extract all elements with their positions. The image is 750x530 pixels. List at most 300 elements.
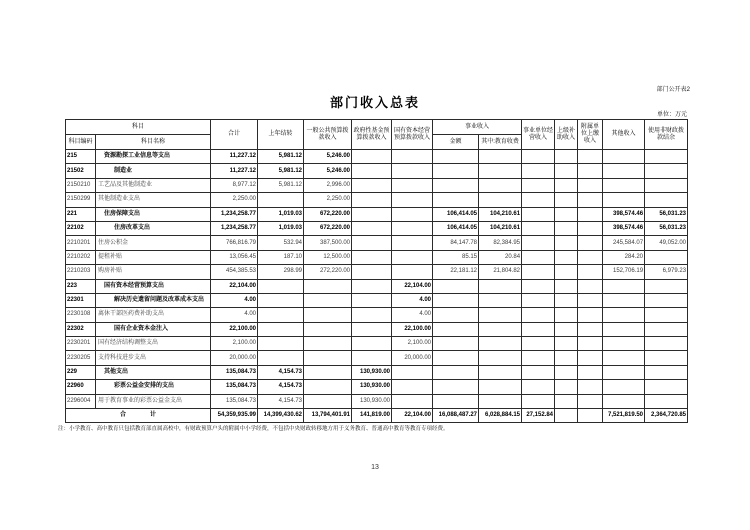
total-row-label: 合 计 <box>66 409 211 423</box>
cell-value <box>645 337 688 351</box>
cell-code: 2230205 <box>66 351 96 365</box>
cell-value <box>392 207 433 221</box>
cell-value: 5,981.12 <box>258 150 304 164</box>
cell-value: 22,104.00 <box>392 279 433 293</box>
table-row <box>66 394 688 408</box>
cell-value: 187.10 <box>258 250 304 264</box>
cell-value: 135,084.73 <box>211 380 258 394</box>
cell-value <box>603 164 645 178</box>
cell-value <box>352 308 392 322</box>
cell-code: 215 <box>66 150 96 164</box>
cell-value <box>479 380 522 394</box>
cell-value <box>578 221 603 235</box>
cell-value <box>645 150 688 164</box>
cell-value <box>352 265 392 279</box>
cell-value <box>304 293 352 307</box>
cell-name: 提租补贴 <box>96 250 211 264</box>
cell-value <box>603 293 645 307</box>
cell-value <box>352 221 392 235</box>
cell-name: 用于教育事业的彩票公益金支出 <box>96 394 211 408</box>
cell-value <box>258 322 304 336</box>
cell-value <box>479 308 522 322</box>
cell-name: 住房保障支出 <box>96 207 211 221</box>
cell-value <box>392 193 433 207</box>
cell-value <box>352 150 392 164</box>
cell-value <box>555 265 578 279</box>
cell-value: 454,385.53 <box>211 265 258 279</box>
table-row <box>66 380 688 394</box>
header-business-operating: 事业单位经营收入 <box>522 120 555 150</box>
cell-value <box>555 293 578 307</box>
header-general-public: 一般公共预算拨款收入 <box>304 120 352 150</box>
cell-value <box>479 365 522 379</box>
cell-value: 672,220.00 <box>304 221 352 235</box>
cell-value: 84,147.78 <box>433 236 479 250</box>
cell-value <box>522 193 555 207</box>
cell-value <box>555 365 578 379</box>
cell-code: 2230201 <box>66 337 96 351</box>
cell-value: 49,052.00 <box>645 236 688 250</box>
cell-value <box>645 322 688 336</box>
cell-name: 国有资本经营预算支出 <box>96 279 211 293</box>
cell-value: 766,816.79 <box>211 236 258 250</box>
header-carryover: 上年结转 <box>258 120 304 150</box>
cell-value <box>522 380 555 394</box>
cell-value <box>479 279 522 293</box>
cell-value <box>522 365 555 379</box>
cell-name: 工艺品及其他制造业 <box>96 178 211 192</box>
cell-value <box>479 394 522 408</box>
cell-value: 141,819.00 <box>352 409 392 423</box>
cell-value <box>578 178 603 192</box>
cell-value: 7,521,819.50 <box>603 409 645 423</box>
cell-value <box>433 308 479 322</box>
cell-value: 1,019.03 <box>258 221 304 235</box>
cell-value <box>479 351 522 365</box>
cell-value <box>392 394 433 408</box>
cell-value <box>578 265 603 279</box>
cell-value <box>433 193 479 207</box>
cell-value <box>433 279 479 293</box>
page-title: 部门收入总表 <box>329 95 420 110</box>
cell-value <box>479 193 522 207</box>
cell-value: 1,019.03 <box>258 207 304 221</box>
header-operating-amount: 金额 <box>433 135 479 150</box>
cell-value <box>578 409 603 423</box>
cell-value <box>522 150 555 164</box>
table-row <box>66 365 688 379</box>
cell-name: 其他制造业支出 <box>96 193 211 207</box>
cell-value <box>645 293 688 307</box>
cell-value <box>522 250 555 264</box>
cell-value <box>392 164 433 178</box>
cell-value <box>645 351 688 365</box>
cell-value <box>603 193 645 207</box>
cell-value <box>645 365 688 379</box>
table-row <box>66 322 688 336</box>
cell-value: 5,246.00 <box>304 164 352 178</box>
table-row <box>66 150 688 164</box>
cell-value: 22,100.00 <box>392 322 433 336</box>
cell-value: 13,794,401.91 <box>304 409 352 423</box>
table-row <box>66 351 688 365</box>
cell-value: 272,220.00 <box>304 265 352 279</box>
header-non-fiscal-balance: 使用非财政拨款结余 <box>645 120 688 150</box>
cell-value <box>555 394 578 408</box>
table-row <box>66 207 688 221</box>
cell-value <box>433 365 479 379</box>
table-row <box>66 308 688 322</box>
cell-value <box>522 293 555 307</box>
cell-value <box>392 150 433 164</box>
footnote: 注：小学教育、高中教育只包括教育部直属高校中，有财政预算户头的附属中小学经费，不包括中央财政转移地方用于义务教育、普通高中教育等教育专项经费。 <box>58 426 449 432</box>
cell-code: 229 <box>66 365 96 379</box>
cell-value <box>645 279 688 293</box>
cell-value <box>258 308 304 322</box>
cell-value: 5,981.12 <box>258 178 304 192</box>
cell-value <box>392 236 433 250</box>
table-row <box>66 293 688 307</box>
cell-value <box>352 236 392 250</box>
cell-value <box>603 178 645 192</box>
cell-value <box>578 193 603 207</box>
cell-value <box>433 322 479 336</box>
cell-value: 22,100.00 <box>211 322 258 336</box>
cell-value: 27,152.84 <box>522 409 555 423</box>
cell-name: 离休干部医药费补助支出 <box>96 308 211 322</box>
header-operating-income: 事业收入 <box>433 120 522 135</box>
cell-value <box>433 293 479 307</box>
cell-value <box>555 250 578 264</box>
table-row <box>66 178 688 192</box>
cell-value <box>603 380 645 394</box>
cell-value <box>392 178 433 192</box>
cell-value: 4.00 <box>211 308 258 322</box>
cell-value <box>352 207 392 221</box>
cell-value <box>392 365 433 379</box>
cell-value <box>578 164 603 178</box>
cell-code: 2210203 <box>66 265 96 279</box>
cell-value <box>433 337 479 351</box>
cell-value <box>578 380 603 394</box>
cell-value: 1,234,258.77 <box>211 207 258 221</box>
cell-value <box>603 337 645 351</box>
cell-code: 22301 <box>66 293 96 307</box>
cell-value: 398,574.46 <box>603 207 645 221</box>
cell-value: 82,384.95 <box>479 236 522 250</box>
cell-value <box>578 236 603 250</box>
cell-value <box>522 351 555 365</box>
cell-name: 解决历史遗留问题及改革成本支出 <box>96 293 211 307</box>
cell-value <box>578 322 603 336</box>
cell-value <box>555 279 578 293</box>
cell-value <box>479 293 522 307</box>
cell-value: 21,804.82 <box>479 265 522 279</box>
cell-value: 135,084.73 <box>211 365 258 379</box>
cell-value: 106,414.05 <box>433 221 479 235</box>
cell-value: 2,100.00 <box>392 337 433 351</box>
cell-value <box>522 236 555 250</box>
table-row <box>66 164 688 178</box>
cell-value <box>304 394 352 408</box>
cell-value: 20.84 <box>479 250 522 264</box>
cell-value <box>603 351 645 365</box>
cell-value <box>578 250 603 264</box>
cell-value <box>392 250 433 264</box>
cell-value: 2,100.00 <box>211 337 258 351</box>
cell-value <box>603 150 645 164</box>
cell-code: 2210202 <box>66 250 96 264</box>
cell-value: 56,031.23 <box>645 207 688 221</box>
cell-value <box>352 250 392 264</box>
header-superior-subsidy: 上级补助收入 <box>555 120 578 150</box>
cell-value <box>645 394 688 408</box>
cell-value: 387,500.00 <box>304 236 352 250</box>
cell-value <box>555 351 578 365</box>
cell-value <box>555 337 578 351</box>
cell-value <box>578 207 603 221</box>
cell-value <box>578 394 603 408</box>
cell-value <box>522 164 555 178</box>
cell-value <box>645 308 688 322</box>
cell-value <box>304 380 352 394</box>
cell-value <box>433 394 479 408</box>
cell-value <box>258 337 304 351</box>
cell-value <box>555 178 578 192</box>
cell-value: 5,981.12 <box>258 164 304 178</box>
header-affiliated-remit: 附属单位上缴收入 <box>578 120 603 150</box>
table-row <box>66 337 688 351</box>
cell-name: 其他支出 <box>96 365 211 379</box>
cell-value <box>479 178 522 192</box>
cell-value: 4.00 <box>211 293 258 307</box>
cell-name: 购房补贴 <box>96 265 211 279</box>
table-row <box>66 236 688 250</box>
cell-value <box>352 293 392 307</box>
cell-value <box>645 178 688 192</box>
cell-value: 106,414.05 <box>433 207 479 221</box>
cell-value: 104,210.61 <box>479 221 522 235</box>
cell-value: 398,574.46 <box>603 221 645 235</box>
income-summary-table <box>65 119 688 423</box>
cell-value: 672,220.00 <box>304 207 352 221</box>
cell-value: 4,154.73 <box>258 365 304 379</box>
cell-value: 20,000.00 <box>211 351 258 365</box>
cell-name: 国有经济结构调整支出 <box>96 337 211 351</box>
cell-value <box>555 207 578 221</box>
cell-value <box>479 150 522 164</box>
cell-value: 4.00 <box>392 308 433 322</box>
cell-value: 12,500.00 <box>304 250 352 264</box>
cell-value: 13,056.45 <box>211 250 258 264</box>
cell-value: 11,227.12 <box>211 164 258 178</box>
cell-value <box>352 164 392 178</box>
page-number: 13 <box>371 464 379 471</box>
cell-value: 2,996.00 <box>304 178 352 192</box>
cell-value: 6,028,884.15 <box>479 409 522 423</box>
cell-value: 22,104.00 <box>392 409 433 423</box>
cell-value <box>258 193 304 207</box>
cell-code: 221 <box>66 207 96 221</box>
cell-value <box>392 265 433 279</box>
cell-name: 支持科技进步支出 <box>96 351 211 365</box>
cell-code: 2230108 <box>66 308 96 322</box>
cell-value: 20,000.00 <box>392 351 433 365</box>
cell-value <box>352 279 392 293</box>
cell-value <box>352 193 392 207</box>
header-state-capital: 国有资本经营预算拨款收入 <box>392 120 433 150</box>
cell-value: 11,227.12 <box>211 150 258 164</box>
cell-value <box>352 337 392 351</box>
cell-value <box>555 150 578 164</box>
table-row <box>66 265 688 279</box>
cell-value <box>304 279 352 293</box>
header-gov-fund: 政府性基金预算拨款收入 <box>352 120 392 150</box>
cell-value <box>578 351 603 365</box>
header-subject-name: 科目名称 <box>96 135 211 150</box>
cell-value <box>433 178 479 192</box>
cell-value <box>479 164 522 178</box>
cell-value: 4.00 <box>392 293 433 307</box>
cell-name: 住房公积金 <box>96 236 211 250</box>
cell-value <box>352 322 392 336</box>
cell-value <box>433 164 479 178</box>
cell-value: 135,084.73 <box>211 394 258 408</box>
cell-value <box>258 293 304 307</box>
cell-value <box>555 236 578 250</box>
cell-value <box>603 279 645 293</box>
header-other-income: 其他收入 <box>603 120 645 150</box>
cell-value <box>645 250 688 264</box>
cell-value <box>578 293 603 307</box>
cell-code: 2296004 <box>66 394 96 408</box>
cell-value <box>522 308 555 322</box>
cell-value: 104,210.61 <box>479 207 522 221</box>
header-total: 合计 <box>211 120 258 150</box>
cell-value <box>603 308 645 322</box>
cell-value <box>645 380 688 394</box>
cell-value <box>304 308 352 322</box>
table-row <box>66 250 688 264</box>
cell-name: 制造业 <box>96 164 211 178</box>
cell-value: 4,154.73 <box>258 394 304 408</box>
cell-value <box>522 322 555 336</box>
cell-value: 85.15 <box>433 250 479 264</box>
cell-value: 284.20 <box>603 250 645 264</box>
cell-value <box>258 351 304 365</box>
cell-value: 532.94 <box>258 236 304 250</box>
cell-value: 56,031.23 <box>645 221 688 235</box>
cell-value <box>479 337 522 351</box>
cell-value: 2,250.00 <box>211 193 258 207</box>
table-header <box>66 120 688 150</box>
cell-code: 22960 <box>66 380 96 394</box>
cell-value <box>555 322 578 336</box>
cell-value <box>522 221 555 235</box>
cell-value <box>258 279 304 293</box>
table-row <box>66 193 688 207</box>
cell-value <box>645 164 688 178</box>
cell-value: 1,234,258.77 <box>211 221 258 235</box>
cell-value <box>522 337 555 351</box>
cell-value: 22,104.00 <box>211 279 258 293</box>
cell-value: 152,706.19 <box>603 265 645 279</box>
table-row <box>66 279 688 293</box>
cell-value: 22,181.12 <box>433 265 479 279</box>
cell-value <box>578 337 603 351</box>
cell-value <box>352 178 392 192</box>
cell-value: 14,399,430.62 <box>258 409 304 423</box>
cell-value: 130,930.00 <box>352 365 392 379</box>
cell-value: 2,250.00 <box>304 193 352 207</box>
cell-code: 22102 <box>66 221 96 235</box>
cell-value <box>578 150 603 164</box>
cell-value: 130,930.00 <box>352 394 392 408</box>
total-row <box>66 409 688 423</box>
cell-value <box>522 265 555 279</box>
cell-value <box>555 164 578 178</box>
cell-value <box>304 322 352 336</box>
cell-value <box>479 322 522 336</box>
cell-value <box>522 207 555 221</box>
cell-value: 130,930.00 <box>352 380 392 394</box>
cell-value <box>433 150 479 164</box>
cell-value <box>603 365 645 379</box>
cell-value <box>578 308 603 322</box>
header-education-fee: 其中:教育收费 <box>479 135 522 150</box>
cell-code: 223 <box>66 279 96 293</box>
cell-code: 2150299 <box>66 193 96 207</box>
cell-code: 21502 <box>66 164 96 178</box>
cell-value <box>392 380 433 394</box>
cell-value: 16,088,487.27 <box>433 409 479 423</box>
cell-value: 298.99 <box>258 265 304 279</box>
header-row-1 <box>66 120 688 135</box>
cell-value <box>522 178 555 192</box>
income-table-body <box>66 150 688 423</box>
cell-value <box>578 279 603 293</box>
cell-value: 245,584.07 <box>603 236 645 250</box>
cell-value: 54,359,935.99 <box>211 409 258 423</box>
cell-value: 5,246.00 <box>304 150 352 164</box>
cell-value <box>645 193 688 207</box>
cell-code: 22302 <box>66 322 96 336</box>
cell-value: 4,154.73 <box>258 380 304 394</box>
cell-value <box>555 409 578 423</box>
cell-name: 国有企业资本金注入 <box>96 322 211 336</box>
cell-value: 2,364,720.85 <box>645 409 688 423</box>
doc-label: 部门公开表2 <box>656 87 690 93</box>
cell-code: 2210201 <box>66 236 96 250</box>
unit-label: 单位：万元 <box>656 112 687 118</box>
cell-name: 彩票公益金安排的支出 <box>96 380 211 394</box>
header-subject-code: 科目编码 <box>66 135 96 150</box>
cell-value <box>555 221 578 235</box>
cell-value <box>433 380 479 394</box>
cell-value <box>555 193 578 207</box>
cell-value <box>304 365 352 379</box>
cell-value <box>603 394 645 408</box>
cell-value <box>555 308 578 322</box>
cell-value <box>603 322 645 336</box>
table-row <box>66 221 688 235</box>
cell-value <box>522 394 555 408</box>
cell-name: 住房改革支出 <box>96 221 211 235</box>
cell-value: 6,979.23 <box>645 265 688 279</box>
cell-value <box>392 221 433 235</box>
cell-value <box>304 351 352 365</box>
header-subject: 科目 <box>66 120 211 135</box>
